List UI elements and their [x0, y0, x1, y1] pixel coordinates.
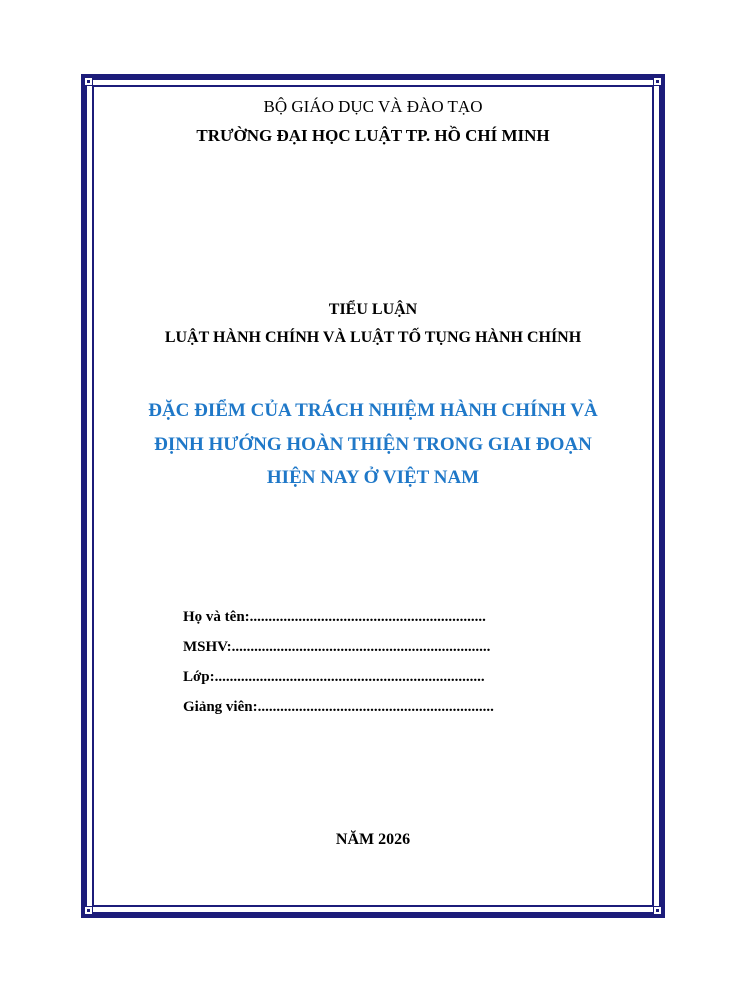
field-label: MSHV:: [183, 639, 232, 655]
field-student-id: [183, 639, 553, 669]
fill-in-dots: ...............................................................: [257, 699, 494, 715]
field-label: Họ và tên:: [183, 609, 250, 625]
field-class: [183, 669, 553, 699]
field-label: Lớp:: [183, 669, 215, 685]
essay-title-line-1: ĐẶC ĐIỂM CỦA TRÁCH NHIỆM HÀNH CHÍNH VÀ: [148, 400, 598, 421]
document-type-label: TIỂU LUẬN: [328, 301, 418, 318]
student-info-fields: [183, 609, 553, 729]
document-year: NĂM 2026: [335, 831, 411, 848]
school-name: TRƯỜNG ĐẠI HỌC LUẬT TP. HỒ CHÍ MINH: [196, 126, 550, 145]
border-corner-ornament: [653, 77, 662, 86]
field-label: Giảng viên:: [183, 699, 258, 715]
fill-in-dots: ...............................................................: [249, 609, 486, 625]
essay-title-line-3: HIỆN NAY Ở VIỆT NAM: [266, 467, 480, 488]
field-lecturer: [183, 699, 553, 729]
border-corner-ornament: [84, 906, 93, 915]
fill-in-dots: .....................................................................: [231, 639, 491, 655]
essay-title-line-2: ĐỊNH HƯỚNG HOÀN THIỆN TRONG GIAI ĐOẠN: [154, 434, 592, 455]
ministry-name: BỘ GIÁO DỤC VÀ ĐÀO TẠO: [263, 97, 483, 116]
border-corner-ornament: [84, 77, 93, 86]
fill-in-dots: ........................................................................: [214, 669, 485, 685]
course-name: LUẬT HÀNH CHÍNH VÀ LUẬT TỐ TỤNG HÀNH CHÍNH: [164, 329, 582, 346]
page-border-inner: [92, 85, 654, 907]
field-full-name: [183, 609, 553, 639]
border-corner-ornament: [653, 906, 662, 915]
